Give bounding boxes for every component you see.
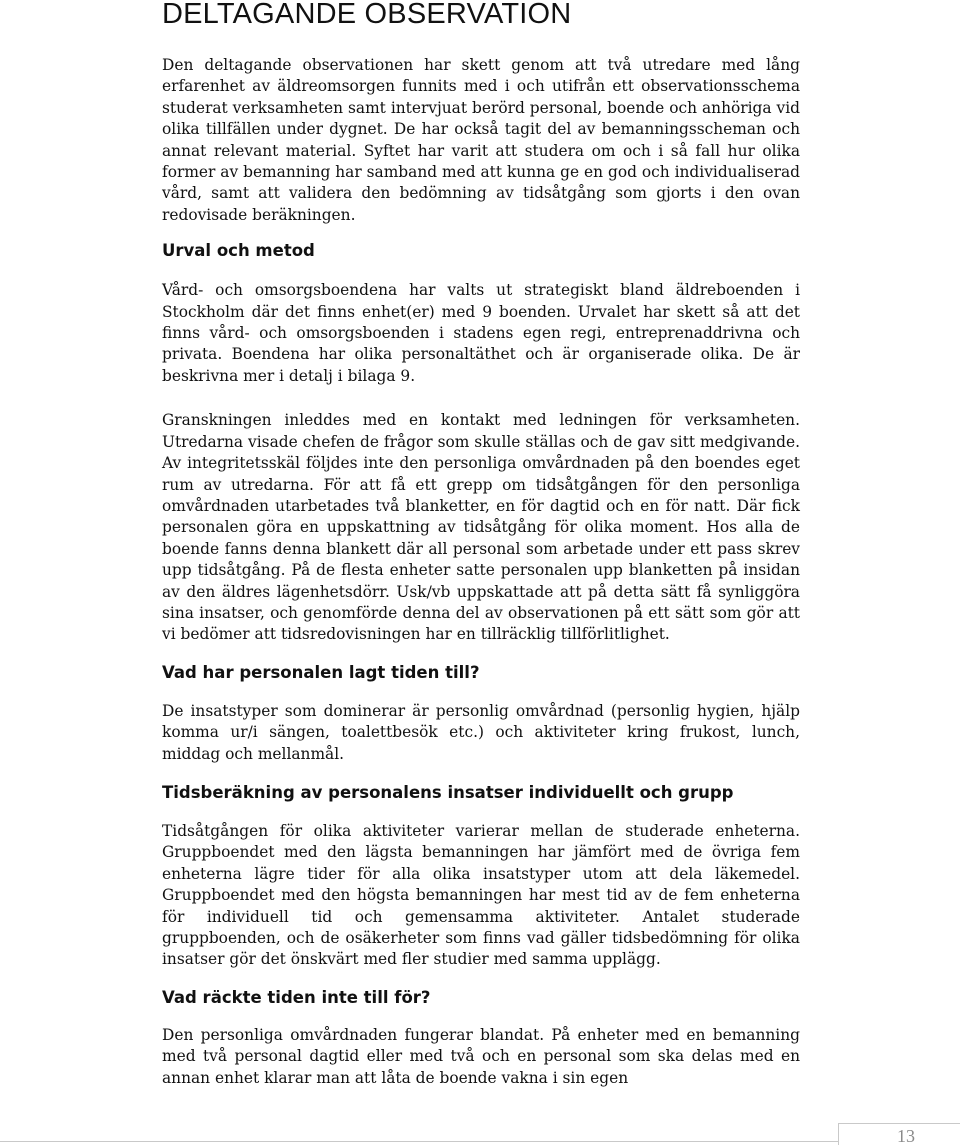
tidsberakning-paragraph: Tidsåtgången för olika aktiviteter varierar mellan de studerade enheterna. Gruppboendet med den lägsta bemanningen har jämfört med de övriga fem enheterna lägre tider för alla olika insatstyper utom att dela läkemedel. Gruppboendet med den högsta bemanningen har mest tid av de fem enheterna för individuell tid och gemensamma aktiviteter. Antalet studerade gruppboenden, och de osäkerheter som finns vad gäller tidsbedömning för olika insatser gör det önskvärt med fler studier med samma upplägg.: [162, 821, 800, 969]
section-heading-urval: Urval och metod: [162, 241, 315, 261]
footer-rule: [0, 1141, 838, 1142]
document-title: DELTAGANDE OBSERVATION: [162, 0, 572, 30]
section-heading-rackte: Vad räckte tiden inte till för?: [162, 987, 431, 1007]
section-heading-lagt-tid: Vad har personalen lagt tiden till?: [162, 662, 480, 682]
intro-paragraph: Den deltagande observationen har skett genom att två utredare med lång erfarenhet av äldreomsorgen funnits med i och utifrån ett observationsschema studerat verksamheten samt intervjuat berörd personal, boende och anhöriga vid olika tillfällen under dygnet. De har också tagit del av bemanningsscheman och annat relevant material. Syftet har varit att studera om och i så fall hur olika former av bemanning har samband med att kunna ge en god och individualiserad vård, samt att validera den bedömning av tidsåtgång som gjorts i den ovan redovisade beräkningen.: [162, 56, 800, 224]
section-heading-tidsberakning: Tidsberäkning av personalens insatser individuellt och grupp: [162, 782, 734, 802]
lagt-tid-paragraph: De insatstyper som dominerar är personlig omvårdnad (personlig hygien, hjälp komma ur/i sängen, toalettbesök etc.) och aktiviteter kring frukost, lunch, middag och mellanmål.: [162, 701, 800, 763]
page-number-box: [838, 1123, 960, 1145]
page-number: 13: [897, 1126, 915, 1146]
rackte-paragraph: Den personliga omvårdnaden fungerar blandat. På enheter med en bemanning med två personal dagtid eller med två och en personal som ska delas med en annan enhet klarar man att låta de boende vakna i sin egen: [162, 1025, 800, 1087]
urval-paragraph: Vård- och omsorgsboendena har valts ut strategiskt bland äldreboenden i Stockholm där det finns enhet(er) med 9 boenden. Urvalet har skett så att det finns vård- och omsorgsboenden i stadens egen regi, entreprenaddrivna och privata. Boendena har olika personaltäthet och är organiserade olika. De är beskrivna mer i detalj i bilaga 9.: [162, 281, 800, 385]
document-page: [162, 0, 800, 1089]
granskning-paragraph: Granskningen inleddes med en kontakt med ledningen för verksamheten. Utredarna visade chefen de frågor som skulle ställas och de gav sitt medgivande. Av integritetsskäl följdes inte den personliga omvårdnaden på den boendes eget rum av utredarna. För att få ett grepp om tidsåtgången för den personliga omvårdnaden utarbetades två blanketter, en för dagtid och en för natt. Där fick personalen göra en uppskattning av tidsåtgång för olika moment. Hos alla de boende fanns denna blankett där all personal som arbetade under ett pass skrev upp tidsåtgång. På de flesta enheter satte personalen upp blanketten på insidan av den äldres lägenhetsdörr. Usk/vb uppskattade att på detta sätt få synliggöra sina insatser, och genomförde denna del av observationen på ett sätt som gör att vi bedömer att tidsredovisningen har en tillräcklig tillförlitlighet.: [162, 411, 800, 644]
